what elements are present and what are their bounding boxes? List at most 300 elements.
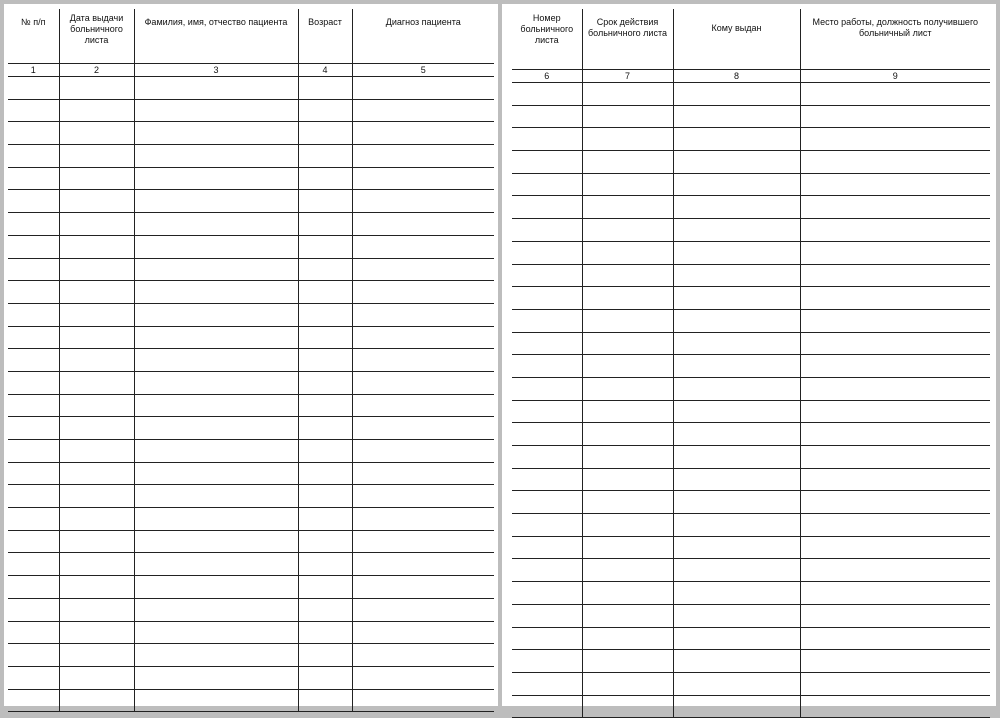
empty-cell[interactable] (134, 190, 298, 213)
register-rows (512, 83, 990, 718)
table-row (512, 514, 990, 537)
table-row (8, 303, 494, 326)
empty-cell[interactable] (352, 462, 494, 485)
empty-cell[interactable] (134, 349, 298, 372)
empty-cell[interactable] (8, 666, 59, 689)
empty-cell[interactable] (59, 281, 134, 304)
table-row (8, 508, 494, 531)
empty-cell[interactable] (134, 122, 298, 145)
table-row (512, 151, 990, 174)
empty-cell[interactable] (8, 213, 59, 236)
empty-cell[interactable] (8, 644, 59, 667)
empty-cell[interactable] (134, 485, 298, 508)
empty-cell[interactable] (582, 446, 673, 469)
empty-cell[interactable] (582, 491, 673, 514)
table-row (8, 394, 494, 417)
empty-cell[interactable] (134, 689, 298, 712)
empty-cell[interactable] (352, 145, 494, 168)
column-number: 2 (59, 64, 134, 77)
empty-cell[interactable] (582, 219, 673, 242)
column-header-issue-date: Дата выдачи больничного листа (59, 9, 134, 64)
empty-cell[interactable] (134, 77, 298, 100)
empty-cell[interactable] (800, 400, 990, 423)
column-number: 6 (512, 70, 582, 83)
empty-cell[interactable] (800, 332, 990, 355)
empty-cell[interactable] (512, 105, 582, 128)
table-row (512, 309, 990, 332)
empty-cell[interactable] (8, 485, 59, 508)
empty-cell[interactable] (673, 672, 800, 695)
empty-cell[interactable] (512, 695, 582, 718)
empty-cell[interactable] (134, 371, 298, 394)
table-row (512, 695, 990, 718)
empty-cell[interactable] (673, 83, 800, 106)
empty-cell[interactable] (673, 468, 800, 491)
empty-cell[interactable] (800, 264, 990, 287)
table-row (8, 145, 494, 168)
empty-cell[interactable] (59, 598, 134, 621)
empty-cell[interactable] (800, 650, 990, 673)
empty-cell[interactable] (8, 576, 59, 599)
empty-cell[interactable] (59, 213, 134, 236)
empty-cell[interactable] (8, 371, 59, 394)
empty-cell[interactable] (8, 508, 59, 531)
table-row (512, 400, 990, 423)
empty-cell[interactable] (8, 145, 59, 168)
empty-cell[interactable] (298, 77, 352, 100)
empty-cell[interactable] (673, 695, 800, 718)
empty-cell[interactable] (298, 167, 352, 190)
empty-cell[interactable] (800, 491, 990, 514)
empty-cell[interactable] (59, 190, 134, 213)
left-page (4, 4, 498, 706)
empty-cell[interactable] (673, 173, 800, 196)
empty-cell[interactable] (352, 213, 494, 236)
empty-cell[interactable] (59, 258, 134, 281)
empty-cell[interactable] (512, 627, 582, 650)
table-row (512, 468, 990, 491)
empty-cell[interactable] (352, 598, 494, 621)
table-row (512, 672, 990, 695)
empty-cell[interactable] (59, 644, 134, 667)
table-row (8, 553, 494, 576)
empty-cell[interactable] (673, 377, 800, 400)
empty-cell[interactable] (673, 128, 800, 151)
empty-cell[interactable] (298, 235, 352, 258)
empty-cell[interactable] (59, 485, 134, 508)
empty-cell[interactable] (512, 377, 582, 400)
empty-cell[interactable] (298, 303, 352, 326)
empty-cell[interactable] (512, 83, 582, 106)
empty-cell[interactable] (582, 264, 673, 287)
empty-cell[interactable] (582, 695, 673, 718)
empty-cell[interactable] (800, 151, 990, 174)
empty-cell[interactable] (512, 151, 582, 174)
empty-cell[interactable] (512, 468, 582, 491)
empty-cell[interactable] (800, 105, 990, 128)
table-row (8, 326, 494, 349)
empty-cell[interactable] (800, 627, 990, 650)
table-row (512, 650, 990, 673)
empty-cell[interactable] (59, 167, 134, 190)
empty-cell[interactable] (134, 576, 298, 599)
empty-cell[interactable] (352, 394, 494, 417)
empty-cell[interactable] (134, 99, 298, 122)
empty-cell[interactable] (352, 689, 494, 712)
table-row (512, 423, 990, 446)
empty-cell[interactable] (59, 417, 134, 440)
empty-cell[interactable] (59, 576, 134, 599)
empty-cell[interactable] (673, 219, 800, 242)
empty-cell[interactable] (134, 167, 298, 190)
empty-cell[interactable] (59, 326, 134, 349)
empty-cell[interactable] (134, 145, 298, 168)
table-row (512, 604, 990, 627)
table-row (8, 371, 494, 394)
empty-cell[interactable] (352, 644, 494, 667)
empty-cell[interactable] (512, 446, 582, 469)
empty-cell[interactable] (800, 536, 990, 559)
empty-cell[interactable] (582, 514, 673, 537)
empty-cell[interactable] (298, 281, 352, 304)
empty-cell[interactable] (582, 672, 673, 695)
empty-cell[interactable] (512, 332, 582, 355)
empty-cell[interactable] (673, 650, 800, 673)
empty-cell[interactable] (673, 241, 800, 264)
empty-cell[interactable] (800, 672, 990, 695)
empty-cell[interactable] (673, 582, 800, 605)
empty-cell[interactable] (298, 145, 352, 168)
empty-cell[interactable] (582, 173, 673, 196)
empty-cell[interactable] (582, 196, 673, 219)
empty-cell[interactable] (59, 666, 134, 689)
empty-cell[interactable] (298, 462, 352, 485)
empty-cell[interactable] (352, 553, 494, 576)
empty-cell[interactable] (352, 576, 494, 599)
empty-cell[interactable] (800, 355, 990, 378)
empty-cell[interactable] (582, 559, 673, 582)
empty-cell[interactable] (582, 309, 673, 332)
empty-cell[interactable] (134, 326, 298, 349)
empty-cell[interactable] (298, 530, 352, 553)
empty-cell[interactable] (582, 650, 673, 673)
table-row (512, 627, 990, 650)
empty-cell[interactable] (298, 508, 352, 531)
empty-cell[interactable] (800, 423, 990, 446)
empty-cell[interactable] (512, 219, 582, 242)
empty-cell[interactable] (134, 440, 298, 463)
empty-cell[interactable] (800, 241, 990, 264)
empty-cell[interactable] (59, 553, 134, 576)
table-row (512, 83, 990, 106)
empty-cell[interactable] (800, 582, 990, 605)
empty-cell[interactable] (582, 241, 673, 264)
empty-cell[interactable] (8, 689, 59, 712)
empty-cell[interactable] (512, 559, 582, 582)
empty-cell[interactable] (800, 468, 990, 491)
empty-cell[interactable] (512, 491, 582, 514)
table-row (8, 530, 494, 553)
empty-cell[interactable] (352, 508, 494, 531)
empty-cell[interactable] (800, 83, 990, 106)
empty-cell[interactable] (59, 371, 134, 394)
empty-cell[interactable] (59, 440, 134, 463)
empty-cell[interactable] (512, 241, 582, 264)
empty-cell[interactable] (8, 99, 59, 122)
empty-cell[interactable] (512, 196, 582, 219)
empty-cell[interactable] (512, 672, 582, 695)
empty-cell[interactable] (8, 349, 59, 372)
table-row (8, 485, 494, 508)
empty-cell[interactable] (59, 462, 134, 485)
table-row (512, 128, 990, 151)
empty-cell[interactable] (8, 167, 59, 190)
empty-cell[interactable] (134, 621, 298, 644)
empty-cell[interactable] (59, 303, 134, 326)
empty-cell[interactable] (582, 423, 673, 446)
empty-cell[interactable] (800, 128, 990, 151)
empty-cell[interactable] (298, 621, 352, 644)
empty-cell[interactable] (582, 287, 673, 310)
table-row (512, 446, 990, 469)
empty-cell[interactable] (59, 122, 134, 145)
table-row (8, 689, 494, 712)
empty-cell[interactable] (512, 287, 582, 310)
empty-cell[interactable] (352, 349, 494, 372)
empty-cell[interactable] (134, 394, 298, 417)
empty-cell[interactable] (673, 491, 800, 514)
empty-cell[interactable] (59, 99, 134, 122)
empty-cell[interactable] (59, 621, 134, 644)
empty-cell[interactable] (512, 128, 582, 151)
empty-cell[interactable] (8, 394, 59, 417)
empty-cell[interactable] (8, 303, 59, 326)
empty-cell[interactable] (8, 417, 59, 440)
empty-cell[interactable] (800, 446, 990, 469)
empty-cell[interactable] (512, 604, 582, 627)
empty-cell[interactable] (134, 303, 298, 326)
empty-cell[interactable] (298, 371, 352, 394)
empty-cell[interactable] (673, 355, 800, 378)
empty-cell[interactable] (134, 553, 298, 576)
empty-cell[interactable] (582, 627, 673, 650)
table-row (512, 536, 990, 559)
empty-cell[interactable] (352, 371, 494, 394)
empty-cell[interactable] (8, 77, 59, 100)
empty-cell[interactable] (800, 604, 990, 627)
table-row (512, 377, 990, 400)
empty-cell[interactable] (352, 190, 494, 213)
empty-cell[interactable] (352, 235, 494, 258)
empty-cell[interactable] (298, 485, 352, 508)
column-header-diagnosis: Диагноз пациента (352, 9, 494, 64)
empty-cell[interactable] (582, 83, 673, 106)
empty-cell[interactable] (134, 598, 298, 621)
table-row (512, 173, 990, 196)
empty-cell[interactable] (512, 355, 582, 378)
empty-cell[interactable] (8, 553, 59, 576)
table-row (8, 621, 494, 644)
empty-cell[interactable] (134, 508, 298, 531)
empty-cell[interactable] (800, 695, 990, 718)
empty-cell[interactable] (8, 190, 59, 213)
empty-cell[interactable] (582, 400, 673, 423)
empty-cell[interactable] (673, 196, 800, 219)
empty-cell[interactable] (582, 332, 673, 355)
empty-cell[interactable] (673, 423, 800, 446)
empty-cell[interactable] (298, 666, 352, 689)
empty-cell[interactable] (352, 440, 494, 463)
empty-cell[interactable] (582, 105, 673, 128)
empty-cell[interactable] (298, 598, 352, 621)
empty-cell[interactable] (512, 309, 582, 332)
empty-cell[interactable] (800, 173, 990, 196)
column-header-issued-to: Кому выдан (673, 9, 800, 70)
table-row (512, 196, 990, 219)
empty-cell[interactable] (673, 446, 800, 469)
empty-cell[interactable] (352, 99, 494, 122)
table-row (8, 644, 494, 667)
empty-cell[interactable] (582, 604, 673, 627)
empty-cell[interactable] (352, 417, 494, 440)
column-number: 1 (8, 64, 59, 77)
empty-cell[interactable] (59, 394, 134, 417)
empty-cell[interactable] (298, 213, 352, 236)
empty-cell[interactable] (352, 258, 494, 281)
empty-cell[interactable] (673, 309, 800, 332)
empty-cell[interactable] (582, 468, 673, 491)
empty-cell[interactable] (582, 582, 673, 605)
empty-cell[interactable] (673, 151, 800, 174)
table-row (512, 582, 990, 605)
empty-cell[interactable] (582, 377, 673, 400)
empty-cell[interactable] (8, 530, 59, 553)
empty-cell[interactable] (352, 167, 494, 190)
empty-cell[interactable] (352, 281, 494, 304)
table-row (512, 241, 990, 264)
empty-cell[interactable] (800, 309, 990, 332)
empty-cell[interactable] (134, 666, 298, 689)
empty-cell[interactable] (298, 576, 352, 599)
empty-cell[interactable] (512, 582, 582, 605)
empty-cell[interactable] (512, 514, 582, 537)
empty-cell[interactable] (59, 689, 134, 712)
empty-cell[interactable] (134, 644, 298, 667)
empty-cell[interactable] (298, 394, 352, 417)
empty-cell[interactable] (8, 621, 59, 644)
empty-cell[interactable] (134, 235, 298, 258)
empty-cell[interactable] (582, 151, 673, 174)
empty-cell[interactable] (352, 621, 494, 644)
empty-cell[interactable] (298, 417, 352, 440)
empty-cell[interactable] (298, 689, 352, 712)
empty-cell[interactable] (8, 281, 59, 304)
empty-cell[interactable] (673, 604, 800, 627)
empty-cell[interactable] (582, 355, 673, 378)
empty-cell[interactable] (59, 235, 134, 258)
empty-cell[interactable] (673, 400, 800, 423)
empty-cell[interactable] (352, 303, 494, 326)
table-row (8, 349, 494, 372)
empty-cell[interactable] (59, 508, 134, 531)
empty-cell[interactable] (582, 128, 673, 151)
empty-cell[interactable] (298, 99, 352, 122)
empty-cell[interactable] (512, 173, 582, 196)
empty-cell[interactable] (298, 122, 352, 145)
table-row (512, 105, 990, 128)
empty-cell[interactable] (298, 440, 352, 463)
table-row (8, 77, 494, 100)
table-row (512, 332, 990, 355)
empty-cell[interactable] (298, 190, 352, 213)
empty-cell[interactable] (8, 440, 59, 463)
empty-cell[interactable] (8, 598, 59, 621)
empty-cell[interactable] (298, 349, 352, 372)
empty-cell[interactable] (298, 644, 352, 667)
empty-cell[interactable] (298, 553, 352, 576)
empty-cell[interactable] (800, 559, 990, 582)
table-row (512, 219, 990, 242)
empty-cell[interactable] (512, 650, 582, 673)
empty-cell[interactable] (800, 514, 990, 537)
empty-cell[interactable] (512, 423, 582, 446)
empty-cell[interactable] (134, 213, 298, 236)
empty-cell[interactable] (582, 536, 673, 559)
empty-cell[interactable] (8, 122, 59, 145)
empty-cell[interactable] (8, 326, 59, 349)
empty-cell[interactable] (352, 666, 494, 689)
empty-cell[interactable] (512, 400, 582, 423)
empty-cell[interactable] (352, 485, 494, 508)
table-row (8, 440, 494, 463)
empty-cell[interactable] (512, 264, 582, 287)
empty-cell[interactable] (8, 462, 59, 485)
empty-cell[interactable] (673, 627, 800, 650)
empty-cell[interactable] (800, 377, 990, 400)
empty-cell[interactable] (673, 514, 800, 537)
empty-cell[interactable] (352, 122, 494, 145)
empty-cell[interactable] (298, 258, 352, 281)
empty-cell[interactable] (8, 235, 59, 258)
empty-cell[interactable] (512, 536, 582, 559)
empty-cell[interactable] (800, 287, 990, 310)
empty-cell[interactable] (352, 77, 494, 100)
empty-cell[interactable] (298, 326, 352, 349)
empty-cell[interactable] (673, 264, 800, 287)
empty-cell[interactable] (134, 530, 298, 553)
empty-cell[interactable] (59, 530, 134, 553)
empty-cell[interactable] (8, 258, 59, 281)
column-header-row-number: № п/п (8, 9, 59, 64)
empty-cell[interactable] (59, 145, 134, 168)
empty-cell[interactable] (673, 332, 800, 355)
empty-cell[interactable] (134, 462, 298, 485)
empty-cell[interactable] (134, 258, 298, 281)
empty-cell[interactable] (59, 349, 134, 372)
empty-cell[interactable] (352, 326, 494, 349)
empty-cell[interactable] (134, 417, 298, 440)
empty-cell[interactable] (800, 219, 990, 242)
empty-cell[interactable] (673, 559, 800, 582)
empty-cell[interactable] (134, 281, 298, 304)
empty-cell[interactable] (352, 530, 494, 553)
empty-cell[interactable] (59, 77, 134, 100)
empty-cell[interactable] (673, 287, 800, 310)
column-number: 9 (800, 70, 990, 83)
empty-cell[interactable] (800, 196, 990, 219)
empty-cell[interactable] (673, 536, 800, 559)
empty-cell[interactable] (673, 105, 800, 128)
